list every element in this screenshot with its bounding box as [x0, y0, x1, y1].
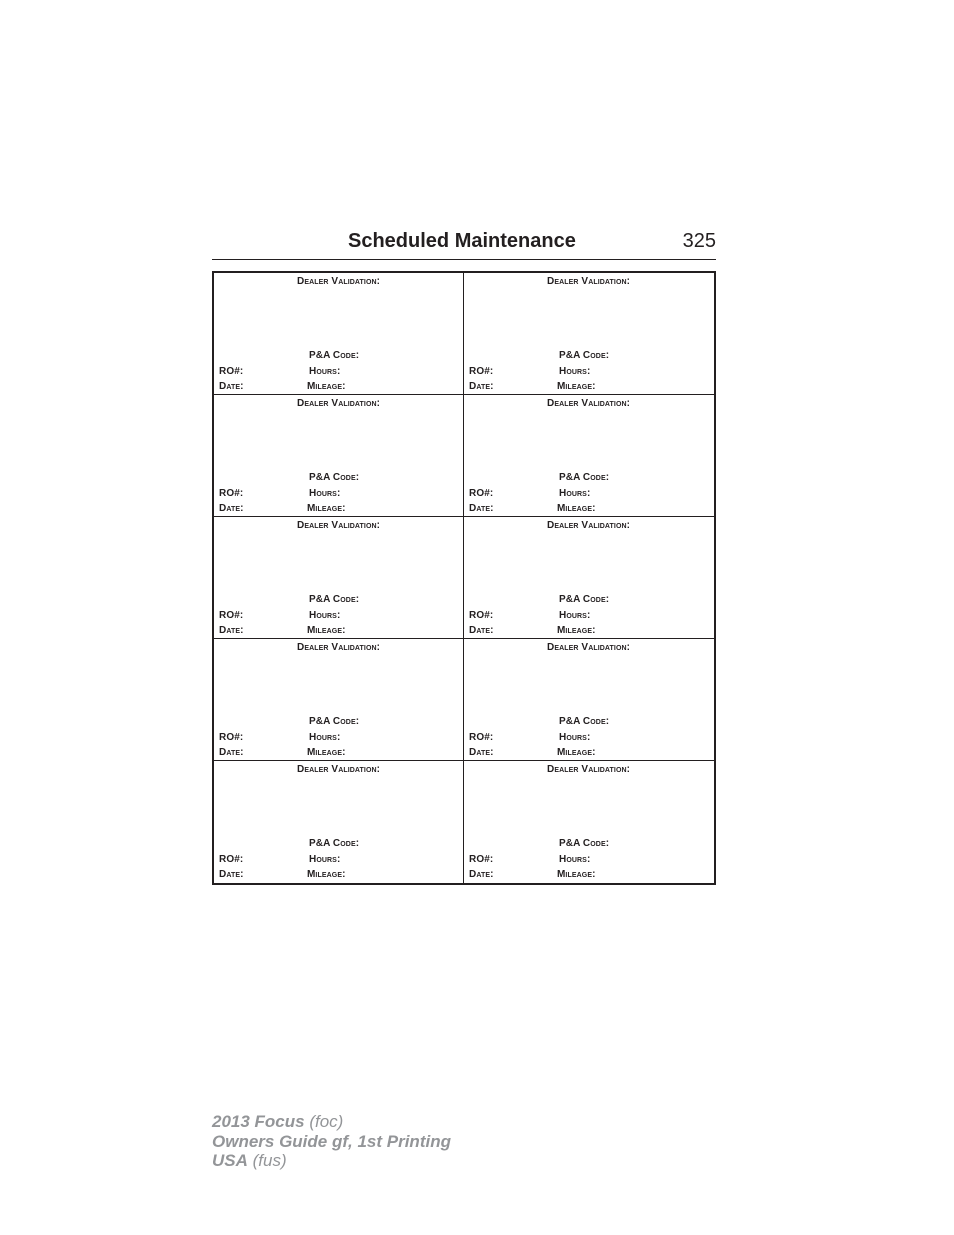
footer-model-code: (foc) — [309, 1112, 344, 1131]
date-label: Date: — [469, 869, 494, 880]
mileage-label: Mileage: — [307, 503, 346, 514]
pa-code-label: P&A Code: — [559, 472, 610, 483]
dealer-validation-label: Dealer Validation: — [547, 642, 631, 653]
hours-label: Hours: — [559, 732, 591, 743]
dealer-validation-label: Dealer Validation: — [547, 276, 631, 287]
pa-code-label: P&A Code: — [559, 594, 610, 605]
mileage-label: Mileage: — [557, 747, 596, 758]
mileage-label: Mileage: — [307, 381, 346, 392]
ro-number-label: RO#: — [469, 732, 494, 743]
validation-cell — [464, 761, 714, 883]
footer-model: 2013 Focus — [212, 1112, 305, 1131]
hours-label: Hours: — [309, 366, 341, 377]
hours-label: Hours: — [559, 854, 591, 865]
ro-number-label: RO#: — [469, 610, 494, 621]
dealer-validation-label: Dealer Validation: — [297, 398, 381, 409]
ro-number-label: RO#: — [469, 488, 494, 499]
hours-label: Hours: — [309, 610, 341, 621]
ro-number-label: RO#: — [219, 366, 244, 377]
page-number: 325 — [682, 230, 716, 252]
date-label: Date: — [469, 747, 494, 758]
pa-code-label: P&A Code: — [309, 472, 360, 483]
validation-cell — [214, 395, 464, 517]
hours-label: Hours: — [309, 854, 341, 865]
dealer-validation-label: Dealer Validation: — [297, 764, 381, 775]
validation-cell — [464, 639, 714, 761]
footer-market-code: (fus) — [252, 1151, 287, 1170]
validation-cell — [464, 273, 714, 395]
footer-line-guide — [212, 1132, 451, 1152]
date-label: Date: — [219, 503, 244, 514]
pa-code-label: P&A Code: — [309, 716, 360, 727]
mileage-label: Mileage: — [557, 503, 596, 514]
dealer-validation-label: Dealer Validation: — [297, 276, 381, 287]
dealer-validation-label: Dealer Validation: — [297, 520, 381, 531]
document-footer — [212, 1112, 451, 1171]
page-header — [212, 228, 716, 260]
ro-number-label: RO#: — [219, 610, 244, 621]
pa-code-label: P&A Code: — [559, 838, 610, 849]
validation-cell — [214, 517, 464, 639]
ro-number-label: RO#: — [469, 366, 494, 377]
mileage-label: Mileage: — [307, 869, 346, 880]
date-label: Date: — [469, 381, 494, 392]
hours-label: Hours: — [559, 488, 591, 499]
pa-code-label: P&A Code: — [309, 350, 360, 361]
ro-number-label: RO#: — [219, 488, 244, 499]
pa-code-label: P&A Code: — [309, 594, 360, 605]
date-label: Date: — [219, 625, 244, 636]
validation-cell — [214, 761, 464, 883]
footer-line-market — [212, 1151, 451, 1171]
dealer-validation-label: Dealer Validation: — [547, 764, 631, 775]
ro-number-label: RO#: — [219, 854, 244, 865]
pa-code-label: P&A Code: — [309, 838, 360, 849]
validation-cell — [464, 517, 714, 639]
section-title: Scheduled Maintenance — [348, 230, 576, 252]
date-label: Date: — [469, 625, 494, 636]
footer-guide: Owners Guide gf, 1st Printing — [212, 1131, 451, 1151]
mileage-label: Mileage: — [307, 625, 346, 636]
validation-cell — [464, 395, 714, 517]
mileage-label: Mileage: — [557, 869, 596, 880]
dealer-validation-label: Dealer Validation: — [547, 520, 631, 531]
mileage-label: Mileage: — [307, 747, 346, 758]
date-label: Date: — [219, 869, 244, 880]
footer-line-model — [212, 1112, 451, 1132]
hours-label: Hours: — [559, 366, 591, 377]
ro-number-label: RO#: — [469, 854, 494, 865]
ro-number-label: RO#: — [219, 732, 244, 743]
dealer-validation-label: Dealer Validation: — [547, 398, 631, 409]
hours-label: Hours: — [309, 488, 341, 499]
validation-cell — [214, 273, 464, 395]
date-label: Date: — [219, 381, 244, 392]
hours-label: Hours: — [309, 732, 341, 743]
validation-cell — [214, 639, 464, 761]
pa-code-label: P&A Code: — [559, 350, 610, 361]
maintenance-record-grid — [212, 271, 716, 885]
footer-market: USA — [212, 1151, 248, 1170]
mileage-label: Mileage: — [557, 381, 596, 392]
hours-label: Hours: — [559, 610, 591, 621]
pa-code-label: P&A Code: — [559, 716, 610, 727]
dealer-validation-label: Dealer Validation: — [297, 642, 381, 653]
date-label: Date: — [219, 747, 244, 758]
mileage-label: Mileage: — [557, 625, 596, 636]
date-label: Date: — [469, 503, 494, 514]
